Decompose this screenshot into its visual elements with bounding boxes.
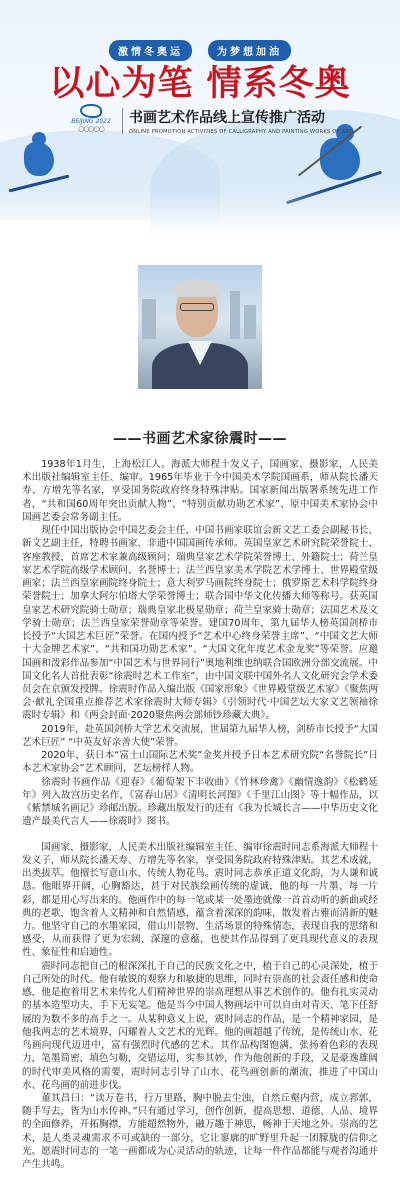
review-paragraph: 国画家、摄影家，人民美术出版社编辑室主任、编审徐震时同志系海派大师程十发义子，师从院长潘天寿、方增先等名家，享受国务院政府特殊津贴。其艺术成就，出类拔萃。他擅长写意山水、传统人物花鸟。震时同志恭承正道文化韵，为人谦和诚恳。他眼界开阔，心胸豁达，甚于对民族绘画传统的虚诚，他的每一片墨、每一片彩，都是用心写出来的。他画作中的每一笔或某一处墨迹就像一首首动听的新曲或经典的老歌，饱含着人文精神和自然情感，蕴含着深深的韵味，散发着古雅而清新的魅力。他坚守自己的水墨家园，借山川景物、生活场景的特殊情态，表现自我的思绪和感受，从而获得了更为宏阔、深邃的意蕴，也使其作品得到了更具现代意义的表现性、象征性和启迪性。	[22, 841, 378, 959]
bio-paragraph: 2019年，赴英国剑桥大学艺术交流展，世届第九届华人榜，剑桥市长授予“大国艺术巨匠” “中英友好亲善大使”荣誉。	[22, 723, 378, 748]
header-banner	[0, 0, 400, 250]
page-title: 以心为笔 情系冬奥	[49, 64, 351, 104]
slogan-left: 激情冬奥运	[109, 40, 192, 61]
building-decoration	[244, 305, 256, 339]
subtitle-block	[129, 107, 352, 135]
building-decoration	[142, 299, 156, 339]
bio-paragraph: 现任中国出版协会中国艺委会主任，中国书画家联谊会新文艺工委会副秘书长、新文艺副主任，特聘书画家、非遗中国国画传承师。英国皇家艺术研究院荣誉院士、客座教授，首席艺术家兼高级顾问；瑞典皇家艺术学院荣誉博士、外籍院士；荷兰皇家艺术学院高级学术顾问、名誉博士；法兰西皇家美术学院艺术学博士、世界殿堂级画家；法兰西皇家画院终身院士；意大利罗马画院终身院士；俄罗斯艺术科学院终身荣誉院士；加拿大阿尔伯塔大学荣誉博士；联合国中华文化传播大师等称号。获英国皇家艺术研究院骑士勋章；瑞典皇家北极星勋章；荷兰皇家骑士勋章；法国艺术及文学骑士勋章；法兰西皇家荣誉勋章等荣誉。建国70周年，第九届华人榜英国剑桥市长授予“大国艺术巨匠”荣誉。在国内授予“艺术中心终身荣誉主席”、“中国文艺大师十大金牌艺术家”、“共和国功勋艺术家”、“大国文化年度艺术金龙奖”等荣誉。应邀国画和泼彩作品参加“中国艺术与世界同行”奥地利维也纳联合国欧洲分部交流展。中国文化名人首批表彰“徐震时艺术工作室”，由中国文联中国外名人文化研究会学术委员会在京颁发授牌。徐震时作品入编出版《国家形象》《世界殿堂级艺术家》《聚焦两会·献礼全国重点推荐艺术家徐震时大师专辑》《引领时代·中国艺坛大家文艺领袖徐震时专辑》和《两会封面·2020聚焦两会部师钞珍藏大典》。	[22, 525, 378, 722]
beijing-2022-logo	[66, 104, 116, 138]
artist-caption: ——书画艺术家徐震时——	[113, 431, 287, 447]
paragraph-gap	[22, 829, 378, 841]
bio-paragraph: 1938年1月生，上海松江人。海派大师程十发义子，国画家、摄影家，人民美术出版社编辑室主任、编审。1965年毕业于今中国美术学院国画系，师从院长潘天寿、方增先等名家，享受国务院政府终身特殊津贴。国家新闻出版署系统先进工作者，“共和国60周年突出贡献人物”、“特别贡献功勋艺术家”、原中国美术家协会中国画艺委会常务副主任。	[22, 459, 378, 523]
glasses-icon	[180, 303, 214, 311]
review-paragraph: 董其昌曰：“读万卷书，行万里路，胸中脱去尘浊，自然丘壑内营，成立郛郭，随手写去，皆为山水传神。”只有通过学习，创作创新，提高思想、道德、人品、境界的全面修养，开拓胸襟，方能超然物外，融万趣于神思，畅神于天地之外。崇高的艺术，是人类灵魂需求不可或缺的一部分，它让寥廓的旷野里升起一团朦胧的信仰之光。愿震时同志的一笔一画都成为心灵活动的轨迹，让每一件作品都能与观者沟通并产生共鸣。	[22, 1093, 378, 1171]
bio-paragraph: 徐震时书画作品《迎春》《葡萄架下丰收曲》《竹林珍禽》《幽情逸韵》《松鹤延年》列入故宫历史名作，《富春山居》《清明长河图》《千里江山图》等十幅作品，以《紫禁城名画记》珍邮出版。珍藏出版发行的还有《我为长城长言——中华历史文化遗产最美代言人——徐震时》图书。	[22, 776, 378, 828]
subtitle-en: ONLINE PROMOTION ACTIVITIES OF CALLIGRAPHY AND PAINTING WORKS OF ART	[129, 129, 353, 135]
olympic-emblem-icon	[80, 104, 102, 118]
slogan-right: 为梦想加油	[208, 40, 291, 61]
divider	[122, 108, 123, 134]
artist-biography	[22, 458, 378, 1171]
logo-text: BEIJING 2022	[71, 118, 111, 125]
subtitle-row	[66, 104, 352, 138]
artist-portrait	[138, 265, 262, 389]
subtitle-cn: 书画艺术作品线上宣传推广活动	[129, 110, 325, 126]
building-decoration	[230, 291, 240, 339]
snow-fade	[0, 190, 400, 250]
review-paragraph: 震时同志把自己的根深深扎于自己的民族文化之中，植于自己的心灵深处，植于自己所处的时代。他有敏锐的观察力和敏捷的思维，同时有崇高的社会责任感和使命感，他是抱着用艺术来传化人们精神世界的崇高理想从事艺术创作的。他有扎实灵动的基本造型功夫，手下无妄笔。他是当今中国人物画坛中可以自由对青天、笔下任舒展的为数不多的高手之一。从某种意义上说，震时同志的作品，是一个精神家园，是他我两志的艺术境界，闪耀着人文艺术的光辉。他的画超越了传统，是传统山水、花鸟画向现代迈进中，富有强烈时代感的艺术。其作品构图饱满，张扬着色彩的表现力，笔墨简密，填色匀勒，交错运用，实参其妙，作为他创新的手段，又是豪逸雄阔的时代审美风格的需要，震时同志引导了山水、花鸟画创新的潮流，推进了中国山水、花鸟画的前进步伐。	[22, 960, 378, 1091]
bio-paragraph: 2020年，获日本“富士山国际艺术奖”金奖并授予日本艺术研究院“名誉院长”日本艺术家协会”艺术顾问，艺坛榜样人物。	[22, 750, 378, 775]
olympic-rings-icon: ○○○○○	[78, 125, 104, 133]
portrait-hair	[174, 279, 220, 297]
